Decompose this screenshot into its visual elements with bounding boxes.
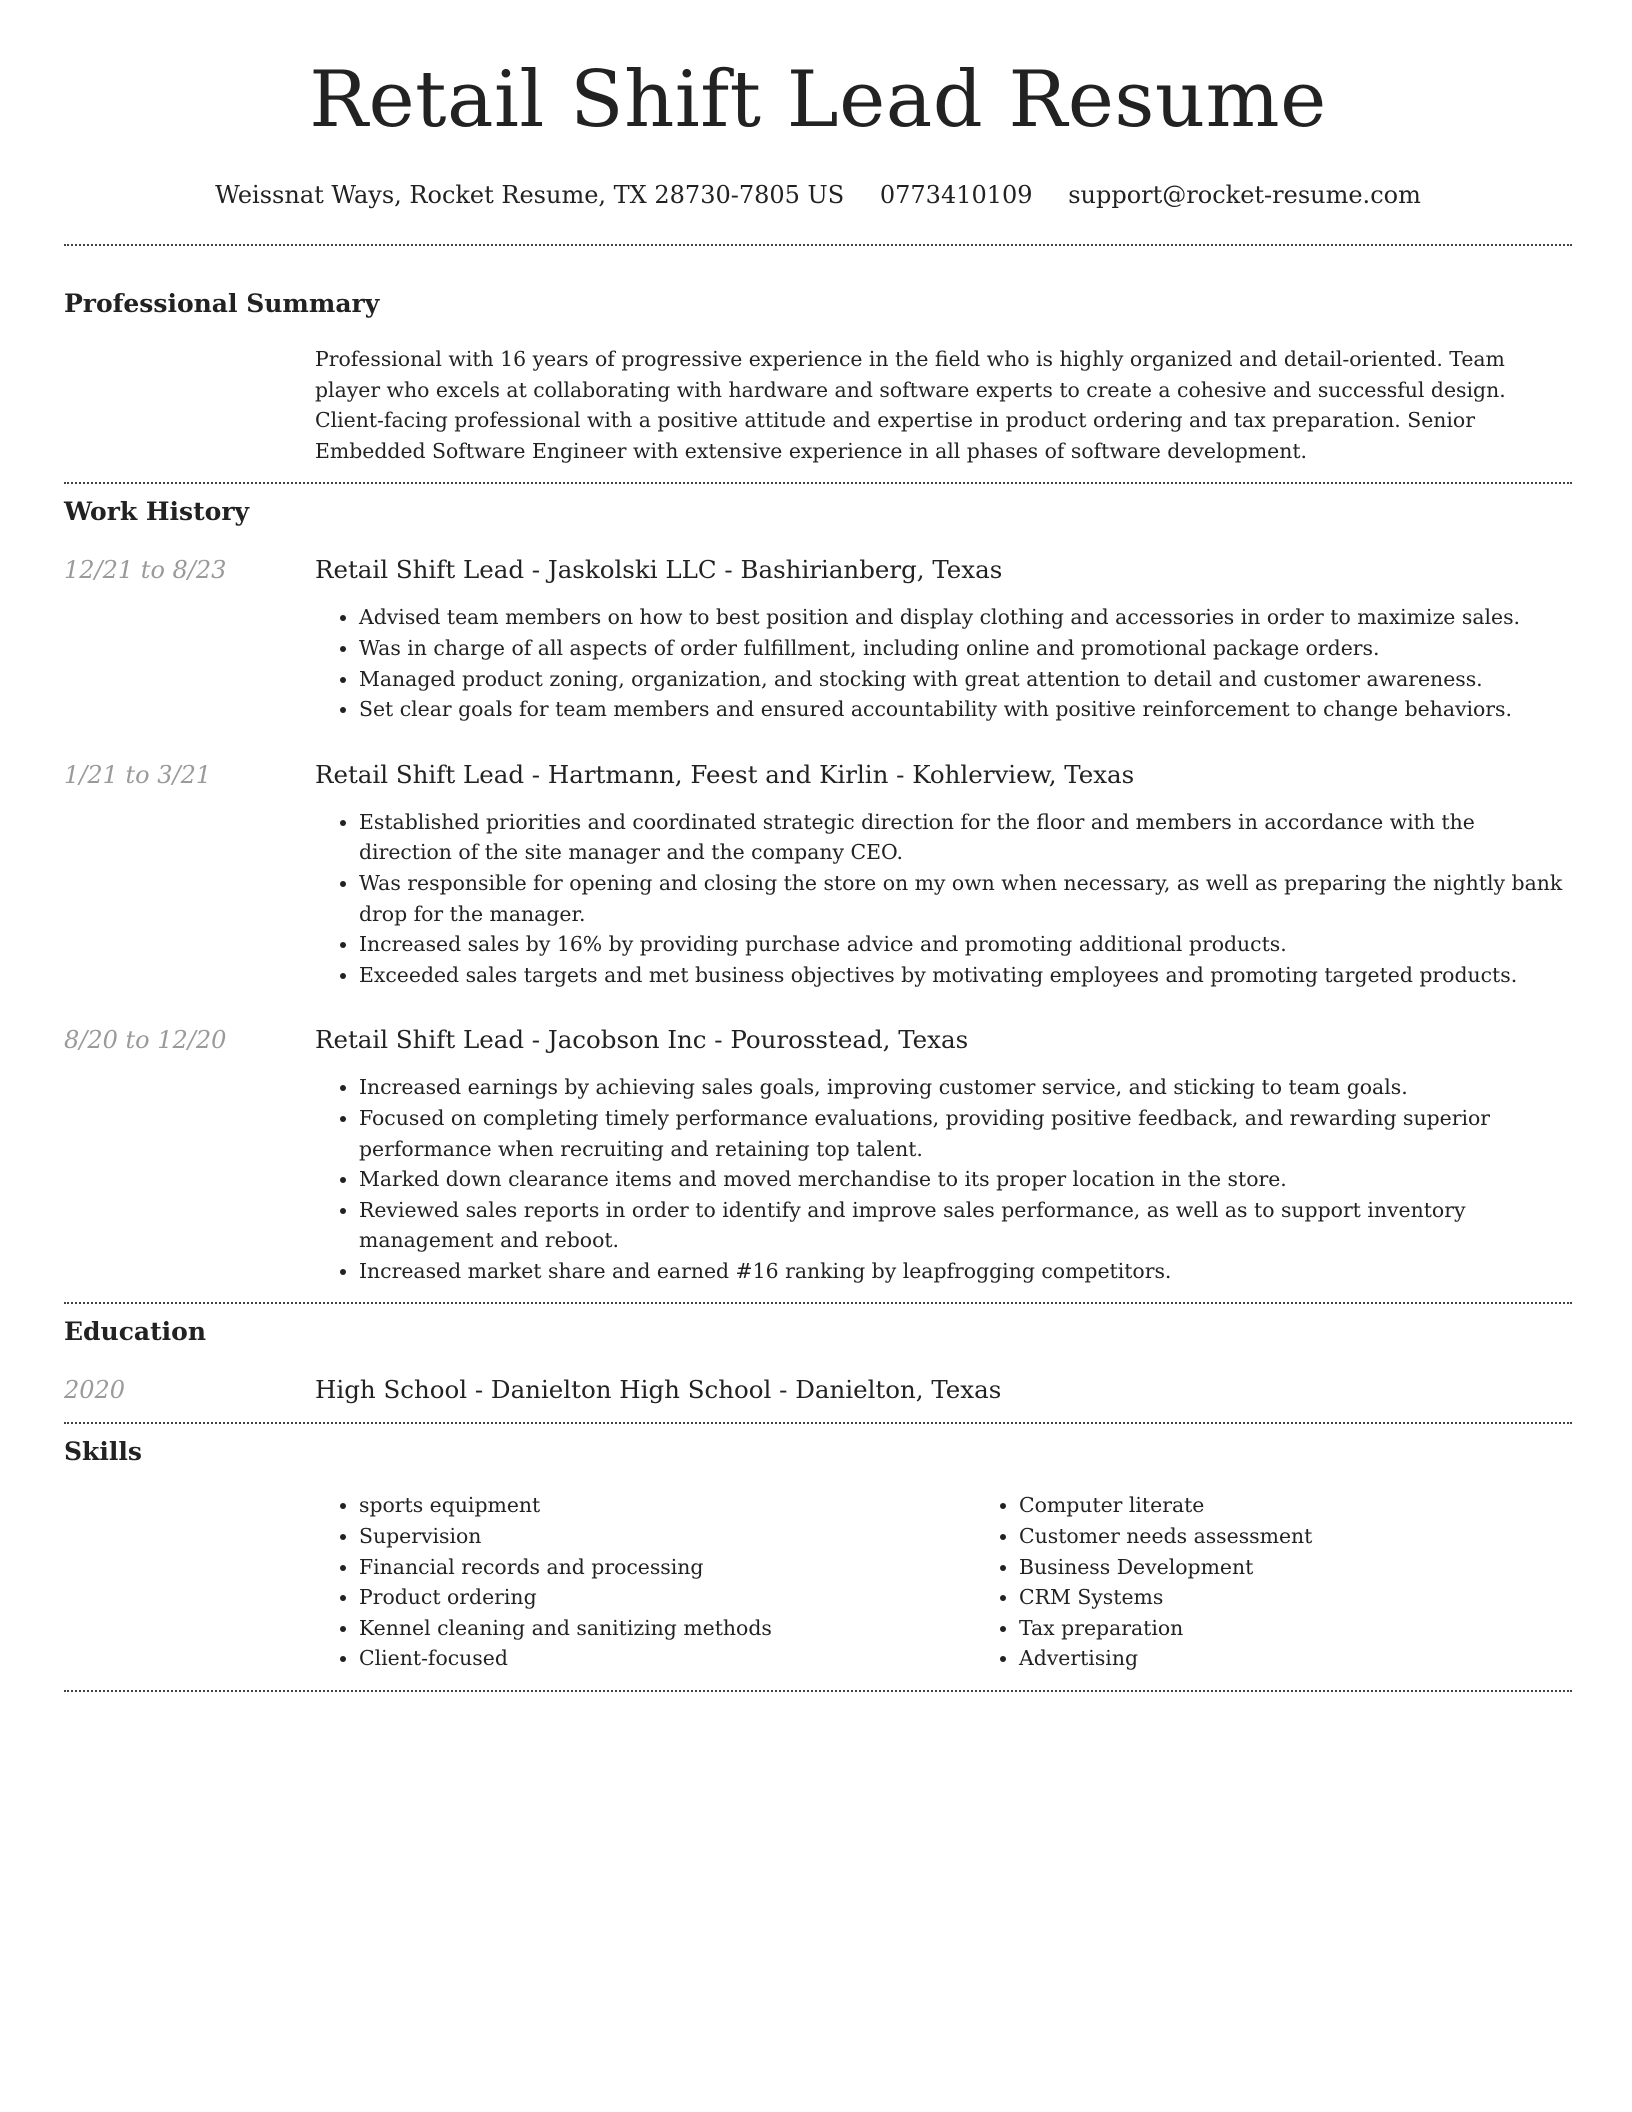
job-bullet: • Marked down clearance items and moved merchandise to its proper location in the store. (359, 1164, 1572, 1195)
job-entry (64, 554, 1572, 724)
skills-grid (315, 1490, 1572, 1674)
section-divider (64, 1690, 1572, 1692)
section-divider (64, 244, 1572, 246)
work-history-section (64, 496, 1572, 1302)
job-bullet: • Increased earnings by achieving sales goals, improving customer service, and sticking to team goals. (359, 1072, 1572, 1103)
job-bullet: • Was responsible for opening and closing the store on my own when necessary, as well as preparing the nightly bank drop for the manager. (359, 868, 1572, 929)
job-bullet: • Increased sales by 16% by providing purchase advice and promoting additional products. (359, 929, 1572, 960)
work-history-heading: Work History (64, 497, 250, 527)
summary-text: Professional with 16 years of progressive experience in the field who is highly organized and detail-oriented. Team player who excels at collaborating with hardware and software experts to create a cohesive and successful design. Client-facing professional with a positive attitude and expertise in product ordering and tax preparation. Senior Embedded Software Engineer with extensive experience in all phases of software development. (315, 347, 1506, 463)
job-bullet: • Was in charge of all aspects of order fulfillment, including online and promotional package orders. (359, 633, 1572, 664)
job-title: Retail Shift Lead - Jaskolski LLC - Bashirianberg, Texas (315, 555, 1003, 585)
job-dates: 12/21 to 8/23 (64, 556, 227, 585)
job-entry (64, 759, 1572, 991)
job-bullet: • Established priorities and coordinated strategic direction for the floor and members in accordance with the direction of the site manager and the company CEO. (359, 807, 1572, 868)
skill-item: • Client-focused (359, 1643, 975, 1674)
job-bullet: • Managed product zoning, organization, and stocking with great attention to detail and customer awareness. (359, 664, 1572, 695)
skill-item: • Business Development (1019, 1552, 1312, 1583)
job-bullets (315, 807, 1572, 991)
skill-item: • Supervision (359, 1521, 975, 1552)
contact-line (64, 180, 1572, 210)
job-dates: 8/20 to 12/20 (64, 1026, 227, 1055)
job-bullet: • Reviewed sales reports in order to identify and improve sales performance, as well as to support inventory management and reboot. (359, 1195, 1572, 1256)
education-detail: High School - Danielton High School - Danielton, Texas (315, 1375, 1002, 1405)
summary-section (64, 288, 1572, 466)
resume-page (64, 0, 1572, 1692)
skills-section (64, 1436, 1572, 1674)
job-title: Retail Shift Lead - Jacobson Inc - Pourosstead, Texas (315, 1025, 969, 1055)
skill-item: • Product ordering (359, 1582, 975, 1613)
skill-item: • Computer literate (1019, 1490, 1312, 1521)
skills-column-right (975, 1490, 1312, 1674)
section-divider (64, 1302, 1572, 1304)
job-bullet: • Set clear goals for team members and ensured accountability with positive reinforcement to change behaviors. (359, 694, 1572, 725)
contact-address: Weissnat Ways, Rocket Resume, TX 28730-7805 US (215, 181, 845, 209)
section-divider (64, 1422, 1572, 1424)
job-body (315, 759, 1572, 991)
job-bullet: • Increased market share and earned #16 ranking by leapfrogging competitors. (359, 1256, 1572, 1287)
education-section (64, 1316, 1572, 1406)
job-body (315, 1024, 1572, 1302)
job-bullets (315, 602, 1572, 724)
job-body (315, 554, 1572, 724)
skill-item: • Customer needs assessment (1019, 1521, 1312, 1552)
summary-heading: Professional Summary (64, 289, 380, 318)
education-year: 2020 (64, 1376, 126, 1405)
skill-item: • CRM Systems (1019, 1582, 1312, 1613)
skill-item: • Advertising (1019, 1643, 1312, 1674)
contact-phone: 0773410109 (879, 181, 1033, 209)
skill-item: • Kennel cleaning and sanitizing methods (359, 1613, 975, 1644)
job-bullet: • Advised team members on how to best position and display clothing and accessories in order to maximize sales. (359, 602, 1572, 633)
skill-item: • sports equipment (359, 1490, 975, 1521)
skill-item: • Tax preparation (1019, 1613, 1312, 1644)
job-bullets (315, 1072, 1572, 1286)
education-heading: Education (64, 1317, 207, 1347)
education-entry (64, 1374, 1572, 1406)
skills-heading: Skills (64, 1437, 142, 1467)
job-dates: 1/21 to 3/21 (64, 760, 212, 789)
resume-title: Retail Shift Lead Resume (309, 55, 1327, 145)
contact-email: support@rocket-resume.com (1068, 181, 1421, 209)
job-title: Retail Shift Lead - Hartmann, Feest and Kirlin - Kohlerview, Texas (315, 759, 1135, 789)
job-bullet: • Exceeded sales targets and met business objectives by motivating employees and promoting targeted products. (359, 960, 1572, 991)
job-bullet: • Focused on completing timely performance evaluations, providing positive feedback, and rewarding superior performance when recruiting and retaining top talent. (359, 1103, 1572, 1164)
section-divider (64, 482, 1572, 484)
skill-item: • Financial records and processing (359, 1552, 975, 1583)
skills-column-left (315, 1490, 975, 1674)
job-entry (64, 1024, 1572, 1302)
